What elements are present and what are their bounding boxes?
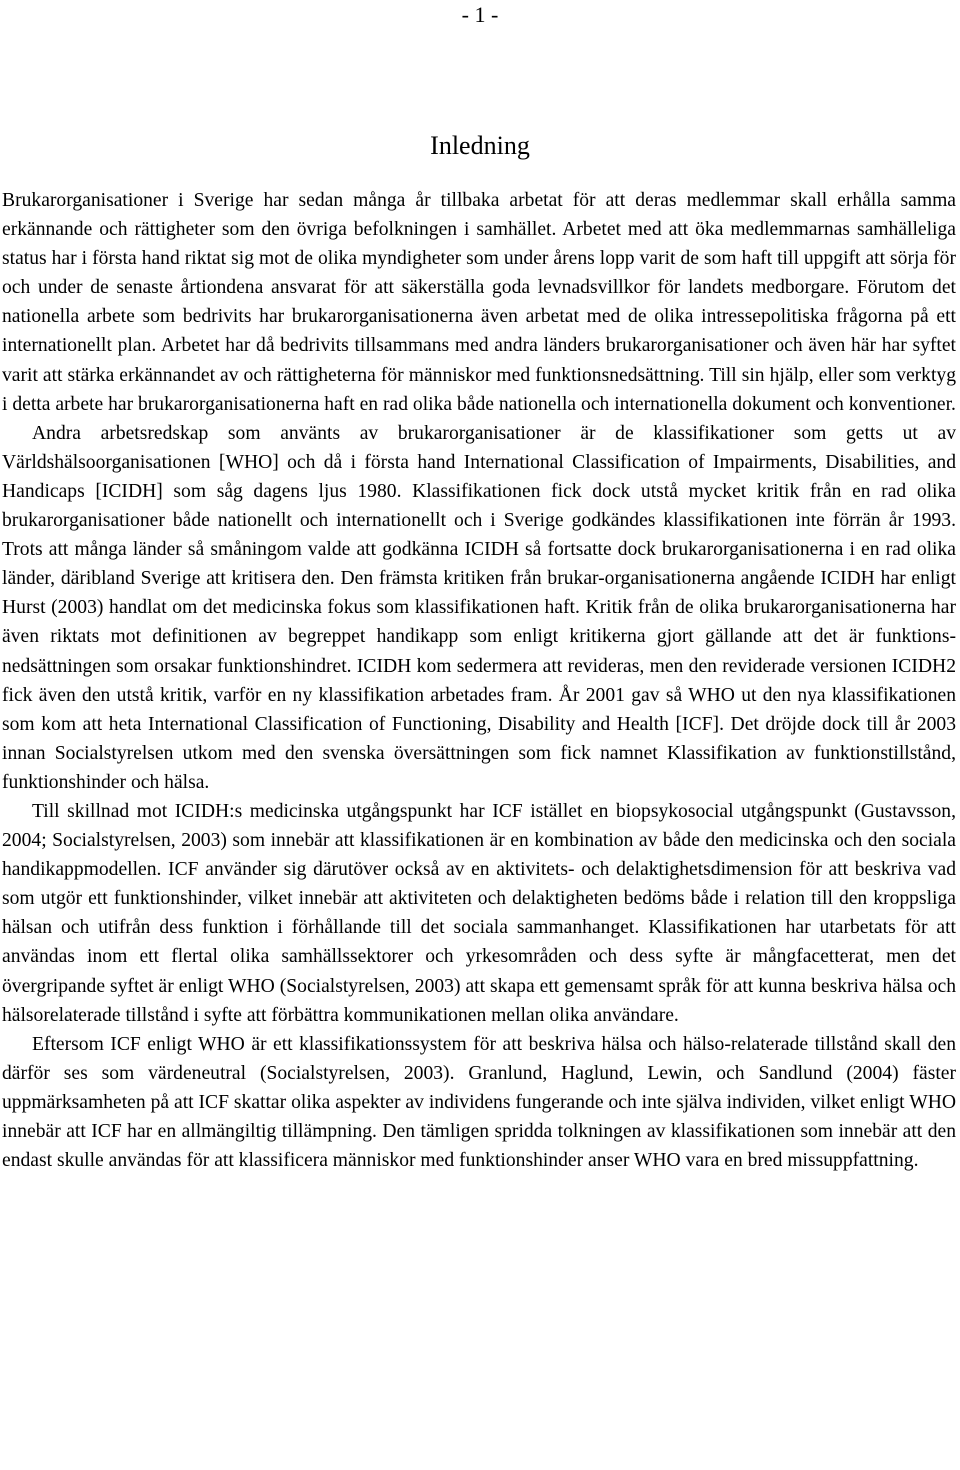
section-heading: Inledning <box>430 131 530 160</box>
page-number: - 1 - <box>461 2 499 27</box>
paragraph-3: Till skillnad mot ICIDH:s medicinska utgångspunkt har ICF istället en biopsykosocial utgångspunkt (Gustavsson, 2004; Socialstyrelsen, 2003) som innebär att klassifikationen är en kombination av både den medicinska och den sociala handikappmodellen. ICF använder sig därutöver också av en aktivitets- och delaktighetsdimension för att beskriva vad som utgör ett funktionshinder, vilket innebär att aktiviteten och delaktigheten bedöms både i relation till den kroppsliga hälsan och utifrån dess funktion i förhållande till det sociala sammanhanget. Klassifikationen har utarbetats för att användas inom ett flertal olika samhällssektorer och yrkesområden och dess syfte är mångfacetterat, men det övergripande syftet är enligt WHO (Socialstyrelsen, 2003) att skapa ett gemensamt språk för att kunna beskriva hälsa och hälsorelaterade tillstånd i syfte att förbättra kommunikationen mellan olika användare. <box>2 800 956 1026</box>
paragraph-4: Eftersom ICF enligt WHO är ett klassifikationssystem för att beskriva hälsa och hälso-relaterade tillstånd skall den därför ses som värdeneutral (Socialstyrelsen, 2003). Granlund, Haglund, Lewin, och Sandlund (2004) fäster uppmärksamheten på att ICF skattar olika aspekter av individens fungerande och inte själva individen, vilket enligt WHO innebär att ICF har en allmängiltig tillämpning. Den tämligen spridda tolkningen av klassifikationen som innebär att den endast skulle användas för att klassificera människor med funktionshinder anser WHO vara en bred missuppfattning. <box>2 1033 956 1172</box>
paragraph-2: Andra arbetsredskap som använts av brukarorganisationer är de klassifikationer som getts ut av Världshälsoorganisationen [WHO] och då i första hand International Classification of Impairments, Disabilities, and Handicaps [ICIDH] som såg dagens ljus 1980. Klassifikationen fick dock utstå mycket kritik från en rad olika brukarorganisationer både nationellt och internationellt och i Sverige godkändes klassifikationen inte förrän år 1993. Trots att många länder så småningom valde att godkänna ICIDH så fortsatte dock brukarorganisationerna i en rad olika länder, däribland Sverige att kritisera den. Den främsta kritiken från brukar-organisationerna angående ICIDH har enligt Hurst (2003) handlat om det medicinska fokus som klassifikationen haft. Kritik från de olika brukarorganisationerna har även riktats mot definitionen av begreppet handikapp som enligt kritikerna gjort gällande att det är funktions-nedsättningen som orsakar funktionshindret. ICIDH kom sedermera att revideras, men den reviderade versionen ICIDH2 fick även den utstå kritik, varför en ny klassifikation arbetades fram. År 2001 gav så WHO ut den nya klassifikationen som kom att heta International Classification of Functioning, Disability and Health [ICF]. Det dröjde dock till år 2003 innan Socialstyrelsen utkom med den svenska översättningen som fick namnet Klassifikation av funktionstillstånd, funktionshinder och hälsa. <box>2 422 956 793</box>
paragraph-1: Brukarorganisationer i Sverige har sedan många år tillbaka arbetat för att deras medlemmar skall erhålla samma erkännande och rättigheter som den övriga befolkningen i samhället. Arbetet med att öka medlemmarnas samhälleliga status har i första hand riktat sig mot de olika myndigheter som under årens lopp varit de som haft till uppgift att sörja för och under de senaste årtiondena ansvarat för att säkerställa goda levnadsvillkor för landets medborgare. Förutom det nationella arbete som bedrivits har brukarorganisationerna även arbetat med de olika intressepolitiska frågorna på ett internationellt plan. Arbetet har då bedrivits tillsammans med andra länders brukarorganisationer och även här har syftet varit att stärka erkännandet av och rättigheterna för människor med funktionsnedsättning. Till sin hjälp, eller som verktyg i detta arbete har brukarorganisationerna haft en rad olika både nationella och internationella dokument och konventioner. <box>2 190 956 415</box>
body-text <box>2 186 956 1175</box>
